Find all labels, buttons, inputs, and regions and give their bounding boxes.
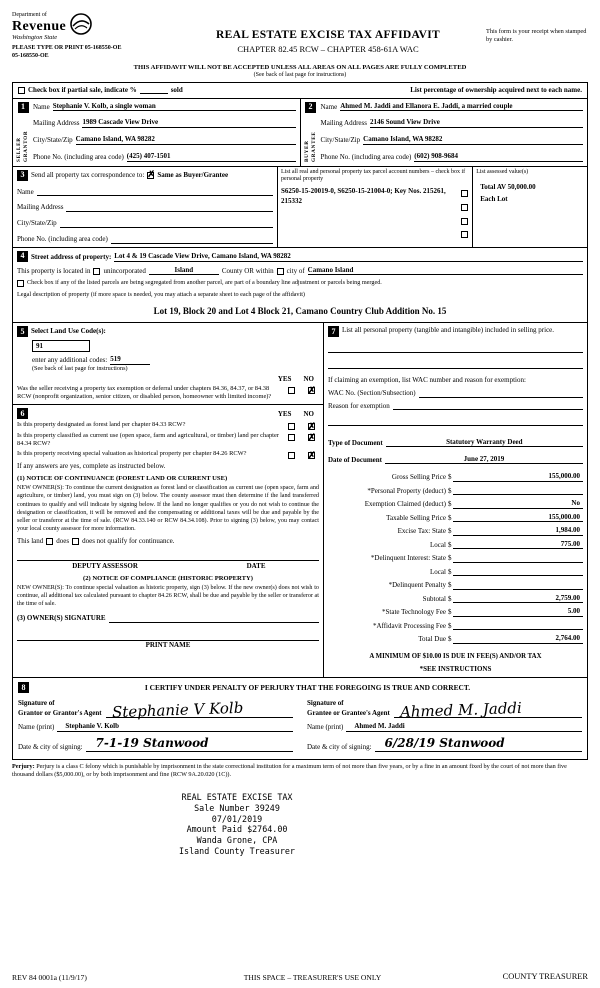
grantor-signature-line[interactable] [106, 698, 293, 722]
send-correspondence-label: Send all property tax correspondence to: [31, 170, 145, 179]
partial-sale-label: Check box if partial sale, indicate % [28, 85, 137, 94]
partial-sale-percent-field[interactable] [140, 86, 168, 94]
money-label: Taxable Selling Price [386, 513, 446, 522]
type-of-document-field[interactable]: Statutory Warranty Deed [386, 438, 583, 448]
money-label: *Delinquent Penalty [388, 581, 446, 590]
washington-state-label: Washington State [12, 33, 58, 41]
seller-name-label: Name [33, 102, 50, 111]
buyer-name-label: Name [320, 102, 338, 111]
notice-compliance-title: (2) NOTICE OF COMPLIANCE (HISTORIC PROPERTY) [83, 575, 253, 583]
total-due-field[interactable]: 2,764.00 [453, 634, 583, 644]
dollar-sign: $ [447, 554, 452, 563]
forest-land-question: Is this property designated as forest land per chapter 84.33 RCW? [17, 421, 186, 429]
legal-description-field[interactable]: Lot 19, Block 20 and Lot 4 Block 21, Camano Country Club Addition No. 15 [153, 305, 447, 316]
section-7-number: 7 [328, 326, 339, 337]
dollar-sign: $ [447, 500, 452, 509]
money-label: Exemption Claimed (deduct) [364, 500, 446, 509]
affidavit-processing-fee-field[interactable] [453, 622, 583, 630]
personal-property-deduct-field[interactable] [453, 487, 583, 495]
exemption-deferral-question: Was the seller receiving a property tax exemption or deferral under chapters 84.36, 84.37, or 84.38 RCW (nonprofit organization, senior citizen, or disabled person, homeowner with limited income)? [17, 385, 272, 401]
grantor-date-city-label: Date & city of signing: [18, 743, 83, 752]
signature-of-label: Signature of [307, 699, 344, 708]
stamp-sale-number: Sale Number 39249 [194, 802, 280, 813]
unincorporated-checkbox[interactable] [93, 268, 100, 275]
buyer-address-field[interactable]: 2146 Sound View Drive [370, 118, 583, 128]
city-name-field[interactable]: Camano Island [308, 266, 583, 276]
money-label: Local [430, 567, 446, 576]
grantor-agent-label: Grantor or Grantor's Agent [18, 708, 102, 717]
money-label: Local [430, 540, 446, 549]
minimum-fee-note: A MINIMUM OF $10.00 IS DUE IN FEE(S) AND/OR TAX [369, 652, 542, 660]
dollar-sign: $ [447, 540, 452, 549]
perjury-label: Perjury: [12, 762, 35, 770]
delinquent-penalty-field[interactable] [453, 582, 583, 590]
deputy-assessor-label: DEPUTY ASSESSOR [72, 562, 138, 571]
stamp-title: REAL ESTATE EXCISE TAX [181, 791, 293, 802]
excise-tax-local-field[interactable]: 775.00 [453, 540, 583, 550]
department-of-label: Department of [12, 12, 47, 18]
revenue-wordmark: Revenue [12, 18, 67, 34]
section-5-number: 5 [17, 326, 28, 337]
treasurer-use-only-label: THIS SPACE – TREASURER'S USE ONLY [243, 972, 382, 982]
money-label: *State Technology Fee [382, 608, 446, 617]
land-use-code-box[interactable] [32, 340, 90, 352]
seller-grantor-section [13, 99, 300, 166]
current-use-yes-checkbox[interactable] [288, 434, 295, 441]
type-of-document-label: Type of Document [327, 438, 383, 447]
additional-codes-label: enter any additional codes: [32, 356, 108, 365]
owners-signature-field[interactable] [109, 615, 319, 623]
yes-header-5: YES [277, 374, 292, 383]
no-header-6: NO [303, 409, 314, 418]
money-label: Total Due [418, 635, 446, 644]
buyer-phone-label: Phone No. (including area code) [320, 152, 412, 161]
segregated-label: Check box if any of the listed parcels are being segregated from another parcel, are part of a boundary line adjustment or parcels being merged. [27, 279, 382, 287]
dollar-sign: $ [447, 527, 452, 536]
historic-no-checkbox[interactable] [308, 452, 315, 459]
corr-name-field[interactable] [37, 188, 273, 196]
does-not-qualify-checkbox[interactable] [72, 538, 79, 545]
same-as-buyer-label: Same as Buyer/Grantee [157, 170, 229, 179]
corr-csz-label: City/State/Zip [17, 219, 57, 228]
grantee-agent-label: Grantee or Grantee's Agent [307, 708, 390, 717]
see-back-note-5: (See back of last page for instructions) [32, 364, 128, 372]
this-land-label: This land [17, 536, 44, 545]
signature-of-label: Signature of [18, 699, 55, 708]
dollar-sign: $ [447, 608, 452, 617]
dollar-sign: $ [447, 581, 452, 590]
section-8-number: 8 [18, 682, 29, 693]
see-instructions-note: *SEE INSTRUCTIONS [419, 665, 492, 674]
section-4-number: 4 [17, 251, 28, 262]
notice-compliance-body: NEW OWNER(S): To continue special valuation as historic property, sign (3) below. If the new owner(s) does not wish to continue, all additional tax calculated pursuant to chapter 84.26 RCW, shall be due and payable by the seller or transferor at the time of sale. [17, 585, 319, 608]
agency-block [12, 12, 170, 61]
taxable-selling-price-field[interactable]: 155,000.00 [453, 513, 583, 523]
money-label: *Delinquent Interest: State [370, 554, 446, 563]
notice-continuance-title: (1) NOTICE OF CONTINUANCE (FOREST LAND OR CURRENT USE) [17, 475, 228, 483]
if-yes-note: If any answers are yes, complete as instructed below. [17, 462, 166, 471]
does-qualify-checkbox[interactable] [46, 538, 53, 545]
personal-property-checkbox-4[interactable] [461, 231, 468, 238]
rev-form-number: REV 84 0001a (11/9/17) [12, 972, 87, 982]
buyer-address-label: Mailing Address [320, 119, 367, 128]
delinquent-interest-local-field[interactable] [453, 568, 583, 576]
selling-price-section [323, 323, 587, 677]
land-use-code-value: 91 [36, 342, 43, 351]
no-header-5: NO [303, 374, 314, 383]
land-use-label: Select Land Use Code(s): [31, 327, 106, 336]
land-use-section [13, 323, 323, 404]
city-checkbox[interactable] [277, 268, 284, 275]
dollar-sign: $ [447, 473, 452, 482]
grantor-date-city-handwriting: 7-1-19 Stanwood [95, 735, 209, 750]
seller-address-field[interactable]: 1989 Cascade View Drive [82, 118, 295, 128]
personal-property-checkbox-3[interactable] [461, 218, 468, 225]
excise-tax-state-field[interactable]: 1,984.00 [453, 526, 583, 536]
type-or-print-note: PLEASE TYPE OR PRINT 05-168550-OE [12, 44, 122, 51]
money-label: Subtotal [422, 594, 446, 603]
additional-codes-field[interactable]: 519 [110, 355, 150, 365]
does-not-label: does not qualify for continuance. [82, 536, 175, 545]
partial-sale-row [13, 83, 587, 98]
grantee-date-city-field[interactable] [375, 736, 582, 752]
dollar-sign: $ [447, 635, 452, 644]
perjury-statement [12, 763, 588, 780]
personal-property-checkbox-2[interactable] [461, 204, 468, 211]
assessed-value-each-lot[interactable]: Each Lot [480, 195, 508, 204]
section-2-number: 2 [305, 102, 316, 113]
ownership-percentage-note: List percentage of ownership acquired next to each name. [410, 85, 582, 94]
form-code: 05-168550-OE [12, 53, 49, 60]
personal-property-line-2[interactable] [328, 357, 583, 369]
seller-phone-label: Phone No. (including area code) [33, 152, 124, 161]
assessed-values-header: List assessed value(s) [476, 168, 529, 175]
segregated-checkbox[interactable] [17, 280, 24, 287]
exemption-yes-checkbox[interactable] [288, 387, 295, 394]
continuance-section [13, 404, 323, 653]
perjury-text: Perjury is a class C felony which is punishable by imprisonment in the state correctional institution for a maximum term of not more than five years, or by a fine in an amount fixed by the court of not more than five thousand dollars ($5,000.00), or by both imprisonment and fine (RCW 9A.20.020 (1C)). [12, 762, 567, 779]
parties-section [13, 98, 587, 166]
street-address-label: Street address of property: [31, 252, 112, 261]
assessed-value-total[interactable]: Total AV 50,000.00 [480, 183, 536, 192]
grantor-side-label: GRANTOR [23, 130, 29, 162]
buyer-name-field[interactable]: Ahmed M. Jaddi and Ellanora E. Jaddi, a married couple [340, 102, 583, 112]
seller-name-field[interactable]: Stephanie V. Kolb, a single woman [53, 102, 296, 112]
dollar-sign: $ [447, 621, 452, 630]
receipt-note: This form is your receipt when stamped by cashier. [486, 28, 587, 43]
seller-csz-label: City/State/Zip [33, 136, 73, 145]
stamp-cashier-name: Wanda Grone, CPA [196, 835, 278, 846]
gross-selling-price-field[interactable]: 155,000.00 [453, 472, 583, 482]
county-name-field[interactable]: Island [149, 266, 219, 276]
reason-line-2[interactable] [328, 414, 583, 426]
print-name-label: PRINT NAME [145, 641, 191, 650]
buyer-side-label: BUYER [303, 140, 310, 162]
grantee-side-label: GRANTEE [310, 131, 317, 162]
form-title: REAL ESTATE EXCISE TAX AFFIDAVIT [216, 29, 440, 41]
property-location-section [13, 247, 587, 323]
seller-csz-field[interactable]: Camano Island, WA 98282 [76, 135, 296, 145]
same-as-buyer-checkbox[interactable] [147, 172, 154, 179]
historic-yes-checkbox[interactable] [288, 452, 295, 459]
grantee-signature: Ahmed M. Jaddi [399, 699, 522, 722]
legal-description-label: Legal description of property (if more space is needed, you may attach a separate sheet to each page of the affidavit) [17, 291, 305, 299]
money-label: *Affidavit Processing Fee [372, 621, 446, 630]
grantee-printed-name-field[interactable]: Ahmed M. Jaddi [346, 722, 582, 732]
seller-address-label: Mailing Address [33, 119, 80, 128]
corr-name-label: Name [17, 187, 34, 196]
county-treasurer-label: COUNTY TREASURER [502, 971, 588, 981]
form-header [12, 12, 588, 61]
grantor-printed-name-field[interactable]: Stephanie V. Kolb [57, 722, 293, 732]
section-3-number: 3 [17, 170, 28, 181]
dollar-sign: $ [447, 594, 452, 603]
dollar-sign: $ [447, 513, 452, 522]
seller-phone-field[interactable]: (425) 407-1501 [127, 152, 296, 162]
money-label: Gross Selling Price [391, 473, 446, 482]
date-of-document-field[interactable]: June 27, 2019 [385, 455, 583, 465]
delinquent-interest-state-field[interactable] [453, 555, 583, 563]
grantor-name-print-label: Name (print) [18, 723, 55, 732]
located-in-label: This property is located in [17, 266, 91, 275]
grantor-signature: Stephanie V Kolb [111, 699, 244, 722]
personal-property-line-1[interactable] [328, 341, 583, 353]
stamp-amount-paid: Amount Paid $2764.00 [186, 824, 288, 835]
parcel-numbers-field[interactable]: S6250-15-20019-0, S6250-15-21004-0; Key Nos. 215261, 215332 [281, 186, 446, 206]
street-address-field[interactable]: Lot 4 & 19 Cascade View Drive, Camano Island, WA 98282 [114, 252, 583, 262]
buyer-grantee-section [300, 99, 588, 166]
form-body [12, 82, 588, 760]
notice-continuance-body: NEW OWNER(S): To continue the current designation as forest land or classification as current use (open space, farm and agriculture, or timber) land, you must sign on (3) below. The county assessor must then determine if the land transferred continues to qualify and will indicate by signing below. If the land no longer qualifies or you do not wish to continue the designation or classification, it will be removed and the compensating or additional taxes will be due and payable by the seller or transferor at the time of sale. (RCW 84.33.140 or RCW 84.34.108). Prior to signing (3) below, you may contact your local county assessor for more information. [17, 485, 319, 532]
seller-side-label: SELLER [16, 137, 23, 162]
subtotal-field[interactable]: 2,759.00 [453, 594, 583, 604]
grantee-date-city-handwriting: 6/28/19 Stanwood [384, 735, 505, 750]
grantee-date-city-label: Date & city of signing: [307, 743, 372, 752]
personal-property-label: List all personal property (tangible and intangible) included in selling price. [341, 326, 555, 335]
form-footer [12, 964, 588, 983]
partial-sale-checkbox[interactable] [18, 87, 25, 94]
grantee-signature-line[interactable] [394, 698, 582, 722]
corr-csz-field[interactable] [60, 220, 273, 228]
dollar-sign: $ [447, 567, 452, 576]
parcel-numbers-header: List all real and personal property tax parcel account numbers – check box if personal property [281, 168, 466, 183]
state-technology-fee-field[interactable]: 5.00 [453, 607, 583, 617]
dollar-sign: $ [447, 486, 452, 495]
deputy-assessor-signature-line[interactable] [17, 549, 319, 561]
middle-columns [13, 322, 587, 677]
section-1-number: 1 [18, 102, 29, 113]
sold-label: sold [170, 85, 183, 94]
current-use-no-checkbox[interactable] [308, 434, 315, 441]
forest-yes-checkbox[interactable] [288, 423, 295, 430]
money-label: *Personal Property (deduct) [367, 486, 446, 495]
corr-phone-field[interactable] [111, 236, 273, 244]
corr-address-label: Mailing Address [17, 203, 64, 212]
money-label: Excise Tax: State [397, 527, 446, 536]
historic-property-question: Is this property receiving special valuation as historical property per chapter 84.26 RCW? [17, 450, 247, 458]
exemption-wac-note: If claiming an exemption, list WAC number and reason for exemption: [327, 376, 526, 385]
grantee-name-print-label: Name (print) [307, 723, 344, 732]
see-back-note: (See back of last page for instructions) [253, 72, 347, 79]
buyer-csz-label: City/State/Zip [320, 136, 361, 145]
print-name-field[interactable] [17, 629, 319, 641]
corr-phone-label: Phone No. (including area code) [17, 234, 108, 243]
exemption-no-checkbox[interactable] [308, 387, 315, 394]
wac-number-label: WAC No. (Section/Subsection) [327, 388, 416, 397]
buyer-csz-field[interactable]: Camano Island, WA 98282 [363, 135, 583, 145]
unincorporated-label: unincorporated [103, 266, 146, 275]
excise-tax-computation [328, 468, 583, 644]
yes-header-6: YES [277, 409, 292, 418]
corr-address-field[interactable] [66, 204, 273, 212]
acceptance-warning: THIS AFFIDAVIT WILL NOT BE ACCEPTED UNLESS ALL AREAS ON ALL PAGES ARE FULLY COMPLETED [133, 64, 467, 72]
exemption-claimed-field[interactable]: No [453, 499, 583, 509]
owners-signature-label: (3) OWNER(S) SIGNATURE [17, 614, 106, 623]
personal-property-checkbox-1[interactable] [461, 190, 468, 197]
certification-section [13, 677, 587, 759]
treasurer-stamp [112, 792, 362, 858]
reason-exemption-field[interactable] [393, 402, 583, 410]
wac-number-field[interactable] [419, 390, 583, 398]
stamp-office: Island County Treasurer [179, 846, 295, 857]
stamp-date: 07/01/2019 [211, 813, 263, 824]
deputy-date-label: DATE [246, 562, 266, 571]
forest-no-checkbox[interactable] [308, 423, 315, 430]
form-subtitle: CHAPTER 82.45 RCW – CHAPTER 458-61A WAC [237, 44, 419, 55]
reason-exemption-label: Reason for exemption [327, 401, 390, 410]
does-label: does [56, 536, 70, 545]
section-6-number: 6 [17, 408, 28, 419]
dor-logo-icon [69, 12, 93, 36]
county-or-within-label: County OR within [221, 266, 274, 275]
city-of-label: city of [286, 266, 305, 275]
tax-correspondence-section [13, 166, 587, 247]
current-use-question: Is this property classified as current use (open space, farm and agricultural, or timber) land per chapter 84.34 RCW? [17, 432, 279, 448]
buyer-phone-field[interactable]: (602) 908-9684 [414, 152, 583, 162]
certify-statement: I CERTIFY UNDER PENALTY OF PERJURY THAT THE FOREGOING IS TRUE AND CORRECT. [144, 683, 471, 693]
date-of-document-label: Date of Document [327, 455, 382, 464]
grantor-date-city-field[interactable] [86, 736, 293, 752]
